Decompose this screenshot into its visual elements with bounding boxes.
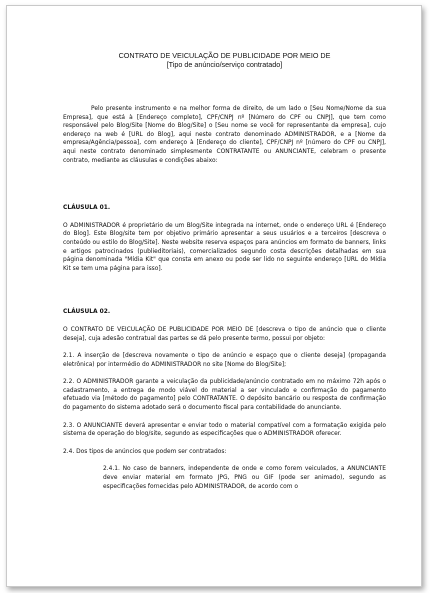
contract-title-line1: CONTRATO DE VEICULAÇÃO DE PUBLICIDADE POR MEIO DE <box>118 51 331 60</box>
clause-2-heading: CLÁUSULA 02. <box>63 309 111 316</box>
intro-paragraph: Pelo presente instrumento e na melhor forma de direito, de um lado o [Seu Nome/Nome da sua Empresa], que está à [Endereço completo], CPF/CNPJ nº [Número do CPF ou CNPJ], que tem como responsável pelo Blog/Site [Nome do Blog/Site] o [Seu nome se você for representante da empresa], cujo endereço na web é [URL do Blog], aqui neste contrato denominado ADMINISTRADOR, e a [Nome da empresa/Agência/pessoa], com endereço à [Endereço do cliente], CPF/CNPJ nº [número do CPF ou CNPJ], aqui neste contrato denominado simplesmente CONTRATANTE ou ANUNCIANTE, celebram o presente contrato, mediante as cláusulas e condições abaixo: <box>63 106 386 164</box>
contract-title <box>63 51 386 69</box>
clause-1-heading: CLÁUSULA 01. <box>63 205 111 212</box>
clause-2-item-2-2: 2.2. O ADMINISTRADOR garante a veiculação da publicidade/anúncio contratado em no máximo 72h após o cadastramento, a entrega de modo viável do material a ser vinculado e confirmação do pagamento efetuado via [método do pagamento] pelo CONTRATANTE. O depósito bancário ou resposta de confirmação do pagamento do sistema adotado será o documento fiscal para contabilidade do anunciante. <box>63 379 386 412</box>
clause-2-item-2-4-1: 2.4.1. No caso de banners, independente de onde e como forem veiculados, a ANUNCIANTE deve enviar material em formato JPG, PNG ou GIF (pode ser animado), segundo as especificações fornecidas pelo ADMINISTRADOR, de acordo com o <box>103 466 386 490</box>
clause-1-text: O ADMINISTRADOR é proprietário de um Blog/Site integrada na internet, onde o endereço URL é [Endereço do Blog]. Este Blog/site tem por objetivo primário apresentar a seus usuários e a terceiros [descreva o conteúdo ou estilo do Blog/Site]. Neste website reserva espaços para anúncios em formato de banners, links e artigos patrocinados (publieditoriais), comercializados segundo costa descrições detalhadas em sua página denominada "Mídia Kit" que consta em anexo ou pode ser lido no seguinte endereço [URL do Mídia Kit se tem uma página para isso]. <box>63 222 386 272</box>
document-content <box>63 51 386 500</box>
contract-title-line2: [Tipo de anúncio/serviço contratado] <box>166 60 283 69</box>
document-page <box>6 5 422 587</box>
clause-2-item-2-1: 2.1. A inserção de [descreva novamente o tipo de anúncio e espaço que o cliente deseja] (propaganda eletrônica) por intermédio do ADMINISTRADOR no site [Nome do Blog/Site]; <box>63 353 386 368</box>
clause-2-item-2-4: 2.4. Dos tipos de anúncios que podem ser contratados: <box>63 448 227 455</box>
clause-2-item-2-3: 2.3. O ANUNCIANTE deverá apresentar e enviar todo o material compatível com a formatação exigida pelo sistema de operação do blog/site, segundo as especificações que o ADMINISTRADOR oferecer. <box>63 422 386 438</box>
clause-2-text: O CONTRATO DE VEICULAÇÃO DE PUBLICIDADE POR MEIO DE [descreva o tipo de anúncio que o cliente deseja], cuja adesão contratual das partes se dá pelo presente termo, possui por objeto: <box>63 326 386 342</box>
